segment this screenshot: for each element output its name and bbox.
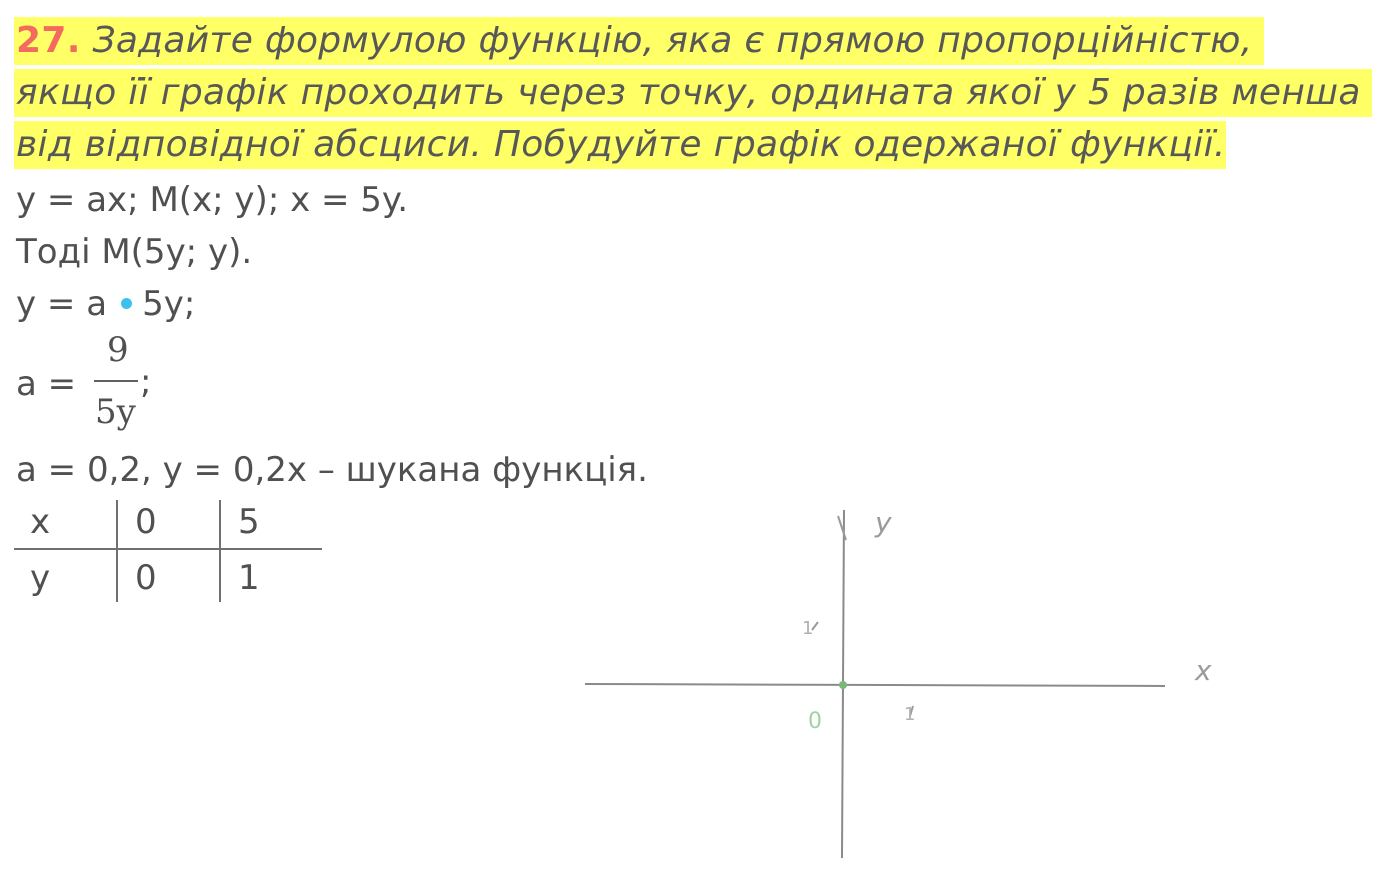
fraction-denominator: 5y	[95, 392, 136, 432]
table-cell-x-0: 0	[135, 502, 157, 542]
fraction-numerator: 9	[107, 330, 129, 370]
table-cell-x-1: 5	[238, 502, 260, 542]
origin-point	[839, 681, 847, 689]
step3-left: y = a	[16, 284, 108, 324]
problem-number: 27.	[16, 20, 81, 61]
solution-step-1: y = ax; M(x; y); x = 5y.	[16, 180, 409, 220]
step3-right: 5y;	[142, 284, 196, 324]
table-cell-y-0: 0	[135, 558, 157, 598]
x-axis	[585, 684, 1165, 686]
origin-label: 0	[808, 709, 822, 734]
table-header-y: y	[30, 558, 51, 598]
y-tick-label: 1	[802, 618, 814, 639]
x-axis-label: x	[1195, 654, 1212, 687]
y-axis-label: y	[875, 506, 892, 539]
problem-line-2: якщо її графік проходить через точку, ордината якої у 5 разів менша	[16, 72, 1361, 113]
problem-line-3: від відповідної абсциси. Побудуйте графік одержаної функції.	[16, 124, 1226, 165]
solution-step-2: Тоді M(5y; y).	[16, 232, 253, 272]
problem-text-1: Задайте формулою функцію, яка є прямою пропорційністю,	[92, 20, 1253, 61]
x-tick-label: 1	[904, 704, 916, 725]
table-header-x: x	[30, 502, 51, 542]
table-cell-y-1: 1	[238, 558, 260, 598]
step4-prefix: a =	[16, 364, 77, 404]
solution-step-5: a = 0,2, y = 0,2x – шукана функція.	[16, 450, 648, 490]
step4-suffix: ;	[140, 362, 152, 402]
